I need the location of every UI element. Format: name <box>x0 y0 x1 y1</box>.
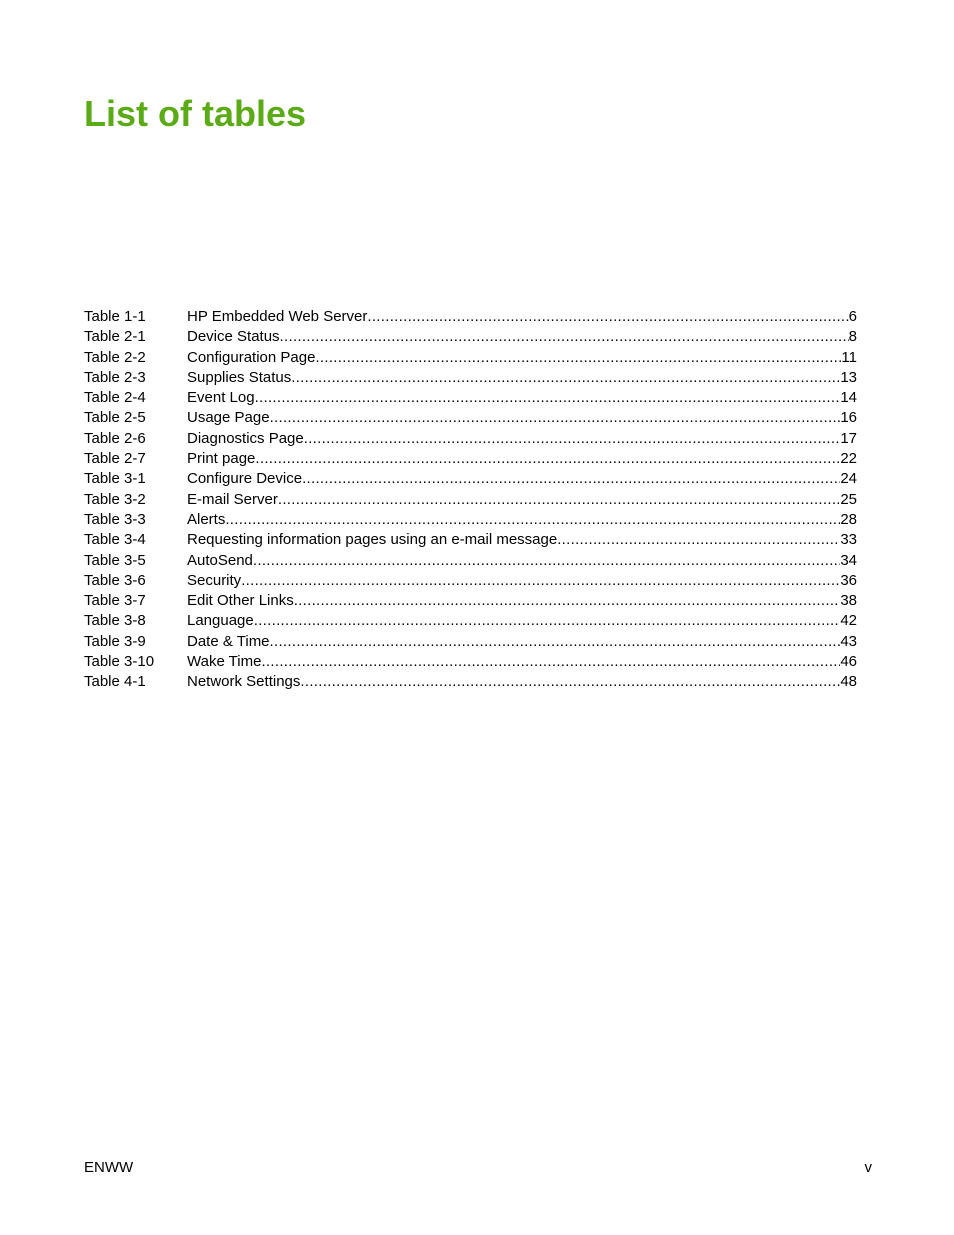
dot-leader <box>225 510 840 530</box>
toc-entry[interactable] <box>84 611 857 631</box>
table-number: Table 2-7 <box>84 450 146 468</box>
footer-doc-id: ENWW <box>84 1159 134 1176</box>
toc-entry[interactable] <box>84 490 857 510</box>
page-number: 25 <box>840 490 857 508</box>
table-title: Language <box>187 612 254 630</box>
dot-leader <box>557 530 840 550</box>
toc-entry[interactable] <box>84 307 857 327</box>
page-number: 48 <box>840 673 857 691</box>
toc-entry[interactable] <box>84 327 857 347</box>
page-number: 38 <box>840 592 857 610</box>
table-number: Table 2-4 <box>84 389 146 407</box>
dot-leader <box>261 652 840 672</box>
dot-leader <box>291 368 840 388</box>
dot-leader <box>253 551 840 571</box>
dot-leader <box>270 632 841 652</box>
page-title: List of tables <box>84 93 307 134</box>
table-number: Table 3-3 <box>84 510 146 528</box>
page-number: 42 <box>840 612 857 630</box>
toc-entry[interactable] <box>84 672 857 692</box>
page-number: 33 <box>840 531 857 549</box>
page-number: 14 <box>840 389 857 407</box>
table-number: Table 3-5 <box>84 551 146 569</box>
dot-leader <box>270 408 841 428</box>
table-title: Configuration Page <box>187 348 316 366</box>
table-number: Table 3-9 <box>84 632 146 650</box>
toc-entry[interactable] <box>84 388 857 408</box>
table-number: Table 2-3 <box>84 368 146 386</box>
table-number: Table 2-5 <box>84 409 146 427</box>
table-title: Configure Device <box>187 470 303 488</box>
table-title: Supplies Status <box>187 368 292 386</box>
table-title: Edit Other Links <box>187 592 294 610</box>
table-number: Table 2-1 <box>84 328 146 346</box>
table-number: Table 3-8 <box>84 612 146 630</box>
page-number: 43 <box>840 632 857 650</box>
table-title: Requesting information pages using an e-mail message <box>187 531 558 549</box>
table-title: Date & Time <box>187 632 270 650</box>
dot-leader <box>304 429 841 449</box>
page-number: 17 <box>840 429 857 447</box>
table-number: Table 4-1 <box>84 673 146 691</box>
dot-leader <box>367 307 848 327</box>
page-number: 28 <box>840 510 857 528</box>
table-title: Wake Time <box>187 653 262 671</box>
table-title: Security <box>187 571 242 589</box>
dot-leader <box>294 591 841 611</box>
table-title: Diagnostics Page <box>187 429 304 447</box>
page-number: 6 <box>848 308 857 325</box>
table-title: Event Log <box>187 389 255 407</box>
toc-entry[interactable] <box>84 368 857 388</box>
page-number: 16 <box>840 409 857 427</box>
page-number: 11 <box>841 348 857 366</box>
list-of-tables <box>84 307 857 693</box>
page-number: 34 <box>840 551 857 569</box>
table-number: Table 3-2 <box>84 490 146 508</box>
toc-entry[interactable] <box>84 449 857 469</box>
dot-leader <box>302 469 840 489</box>
toc-entry[interactable] <box>84 530 857 550</box>
toc-entry[interactable] <box>84 429 857 449</box>
page-number: 46 <box>840 653 857 671</box>
table-title: Print page <box>187 450 256 468</box>
dot-leader <box>255 449 840 469</box>
toc-entry[interactable] <box>84 591 857 611</box>
dot-leader <box>278 490 840 510</box>
table-number: Table 3-4 <box>84 531 146 549</box>
table-number: Table 2-2 <box>84 348 146 366</box>
table-title: Usage Page <box>187 409 270 427</box>
toc-entry[interactable] <box>84 551 857 571</box>
dot-leader <box>280 327 849 347</box>
toc-entry[interactable] <box>84 510 857 530</box>
dot-leader <box>241 571 840 591</box>
page-number: 13 <box>840 368 857 386</box>
page-number: 8 <box>848 328 857 346</box>
dot-leader <box>255 388 841 408</box>
table-title: Alerts <box>187 510 226 528</box>
page-number: 36 <box>840 571 857 589</box>
dot-leader <box>315 348 841 368</box>
toc-entry[interactable] <box>84 469 857 489</box>
table-title: HP Embedded Web Server <box>187 308 368 325</box>
table-title: AutoSend <box>187 551 253 569</box>
table-number: Table 3-7 <box>84 592 146 610</box>
toc-entry[interactable] <box>84 408 857 428</box>
dot-leader <box>254 611 841 631</box>
table-title: Network Settings <box>187 673 301 691</box>
table-number: Table 2-6 <box>84 429 146 447</box>
table-title: E-mail Server <box>187 490 278 508</box>
table-number: Table 3-10 <box>84 653 155 671</box>
table-number: Table 1-1 <box>84 308 146 325</box>
table-title: Device Status <box>187 328 280 346</box>
toc-entry[interactable] <box>84 652 857 672</box>
footer-page-number: v <box>864 1159 872 1176</box>
page-number: 24 <box>840 470 857 488</box>
table-number: Table 3-6 <box>84 571 146 589</box>
toc-entry[interactable] <box>84 632 857 652</box>
toc-entry[interactable] <box>84 348 857 368</box>
dot-leader <box>300 672 840 692</box>
table-number: Table 3-1 <box>84 470 146 488</box>
page-number: 22 <box>840 450 857 468</box>
toc-entry[interactable] <box>84 571 857 591</box>
